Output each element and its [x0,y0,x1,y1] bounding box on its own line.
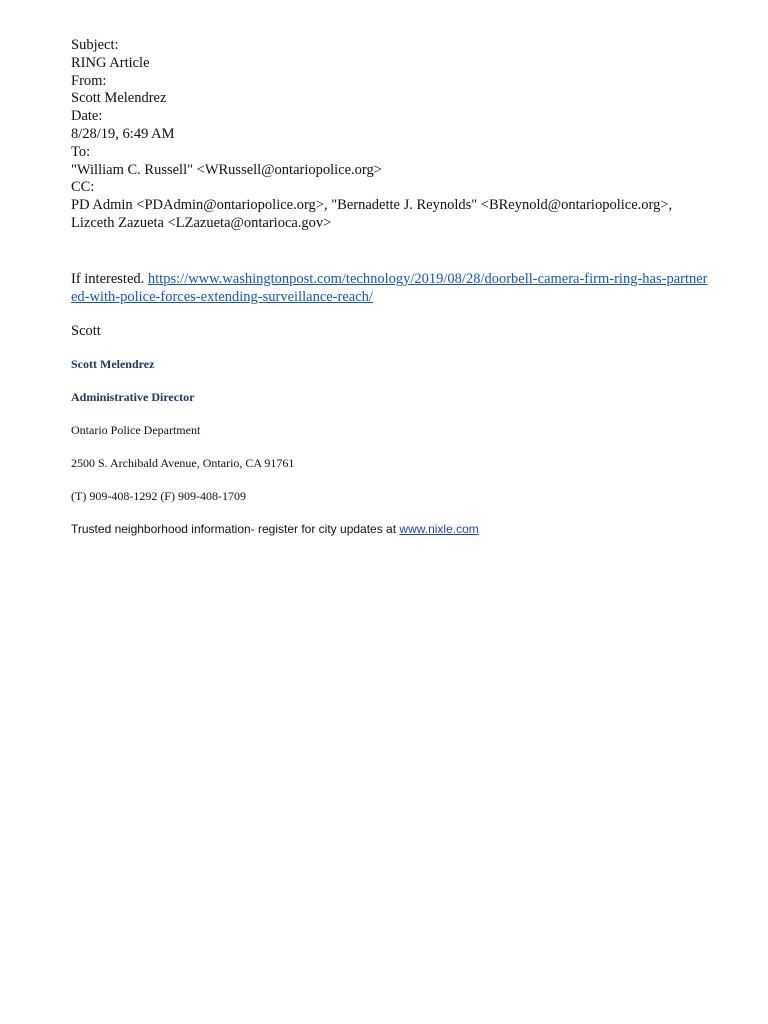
signature-tagline [71,522,711,536]
from-label: From: [71,72,107,89]
signature-name: Scott Melendrez [71,356,155,371]
date-value: 8/28/19, 6:49 AM [71,125,175,142]
email-body-intro [71,270,711,306]
nixle-link[interactable]: www.nixle.com [399,521,479,536]
tagline-text: Trusted neighborhood information- register for city updates at [71,521,397,536]
closing-name: Scott [71,322,101,339]
signature-department: Ontario Police Department [71,422,201,437]
email-document [71,37,711,536]
intro-text: If interested. [71,270,145,287]
to-label: To: [71,143,91,160]
subject-label: Subject: [71,37,119,53]
email-header [71,37,711,233]
signature-phones: (T) 909-408-1292 (F) 909-408-1709 [71,488,246,503]
cc-label: CC: [71,179,95,196]
signature-title: Administrative Director [71,389,195,404]
subject-value: RING Article [71,54,150,71]
to-value: "William C. Russell" <WRussell@ontariopolice.org> [71,161,382,178]
email-signature [71,357,711,536]
date-label: Date: [71,108,103,125]
article-link[interactable]: https://www.washingtonpost.com/technology/2019/08/28/doorbell-camera-firm-ring-has-partnered-with-police-forces-extending-surveillance-reach/ [71,270,708,305]
signature-address: 2500 S. Archibald Avenue, Ontario, CA 91761 [71,455,295,470]
cc-value: PD Admin <PDAdmin@ontariopolice.org>, "Bernadette J. Reynolds" <BReynold@ontariopolice.org>, Lizceth Zazueta <LZazueta@ontarioca.gov> [71,197,673,231]
from-value: Scott Melendrez [71,90,167,107]
